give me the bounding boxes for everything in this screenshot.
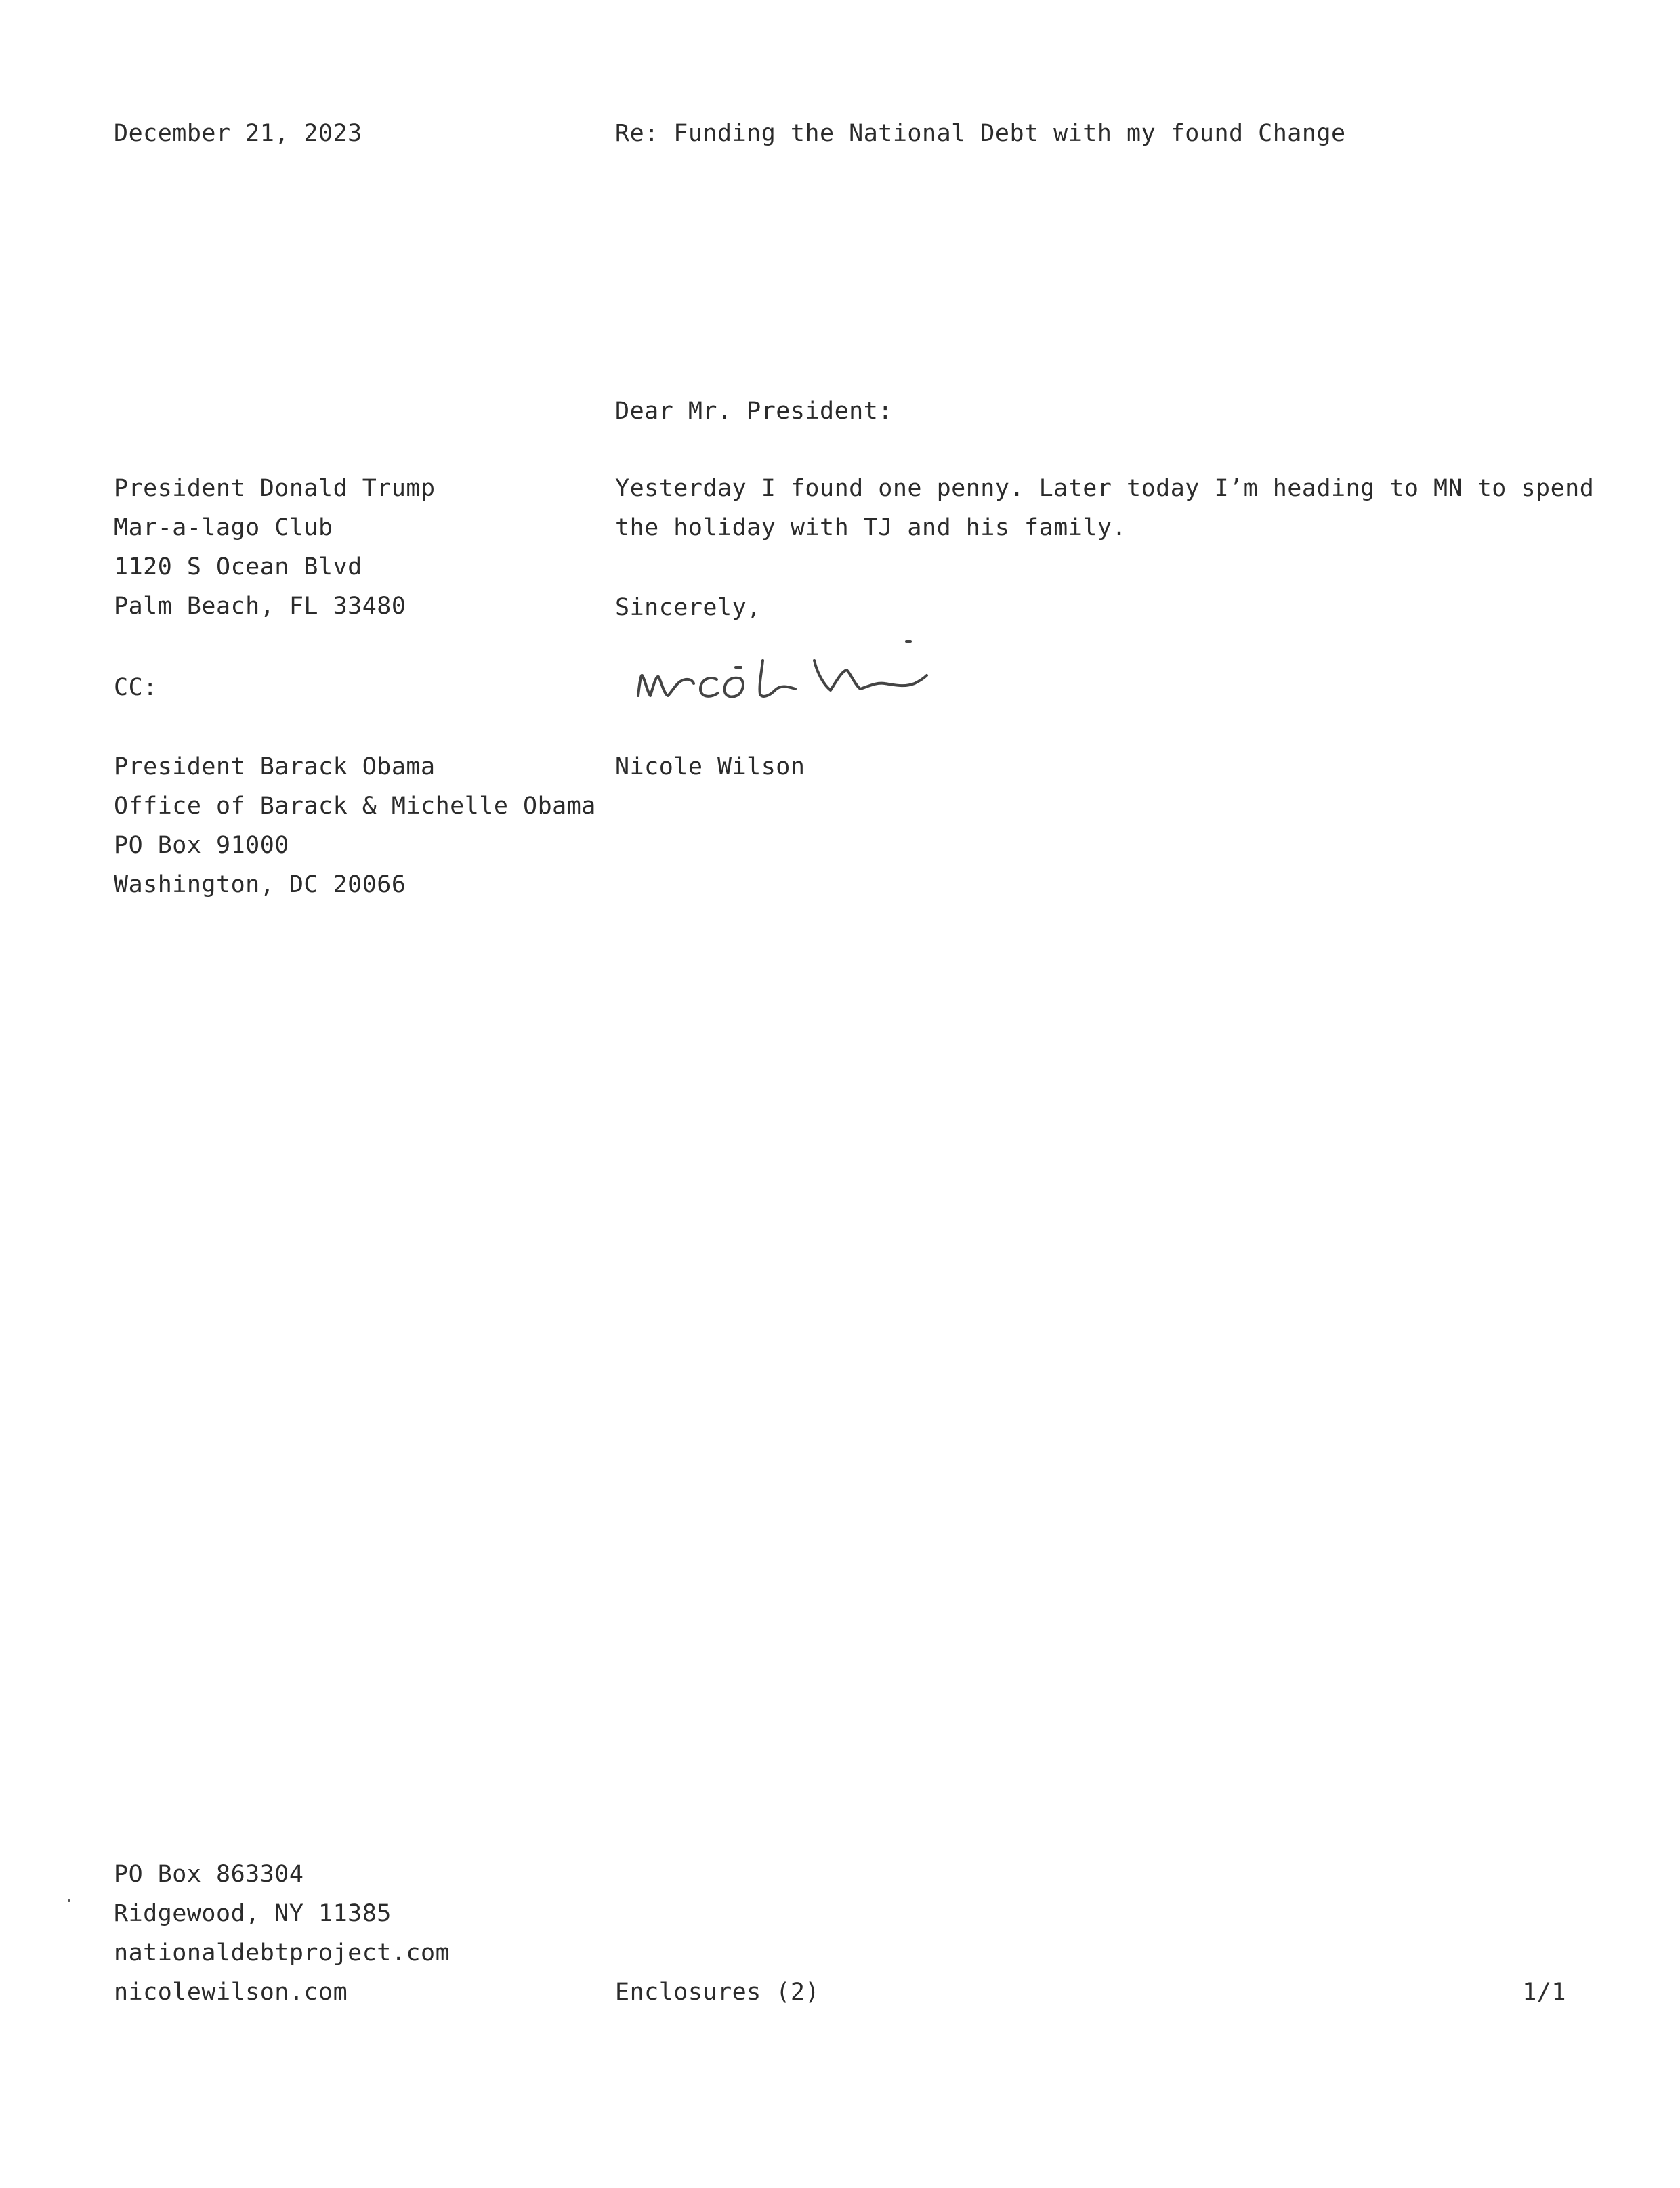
cc-line: Washington, DC 20066 <box>114 871 406 898</box>
sender-line: PO Box 863304 <box>114 1861 304 1888</box>
salutation: Dear Mr. President: <box>615 398 893 425</box>
cc-line: Office of Barack & Michelle Obama <box>114 793 596 820</box>
recipient-line: 1120 S Ocean Blvd <box>114 553 362 581</box>
scan-speck <box>68 1899 70 1902</box>
enclosures-note: Enclosures (2) <box>615 1979 820 2006</box>
recipient-line: Mar-a-lago Club <box>114 514 333 541</box>
subject-line: Re: Funding the National Debt with my found Change <box>615 120 1346 147</box>
recipient-name: President Donald Trump <box>114 475 436 502</box>
handwritten-signature <box>630 633 942 715</box>
cc-line: PO Box 91000 <box>114 832 289 859</box>
recipient-line: Palm Beach, FL 33480 <box>114 593 406 620</box>
letter-body <box>615 469 1594 547</box>
cc-label: CC: <box>114 674 158 701</box>
recipient-address <box>114 469 436 626</box>
sender-line: Ridgewood, NY 11385 <box>114 1900 392 1927</box>
body-line: Yesterday I found one penny. Later today I’m heading to MN to spend <box>615 475 1595 502</box>
cc-recipient-name: President Barack Obama <box>114 753 436 780</box>
body-line: the holiday with TJ and his family. <box>615 514 1127 541</box>
page-number: 1/1 <box>1522 1979 1566 2006</box>
signer-name: Nicole Wilson <box>615 753 805 780</box>
sender-address <box>114 1855 450 2012</box>
letter-date: December 21, 2023 <box>114 120 362 147</box>
sender-website: nicolewilson.com <box>114 1979 348 2006</box>
cc-address <box>114 747 596 904</box>
closing: Sincerely, <box>615 594 761 621</box>
sender-website: nationaldebtproject.com <box>114 1939 450 1966</box>
signature-stroke <box>638 660 927 697</box>
